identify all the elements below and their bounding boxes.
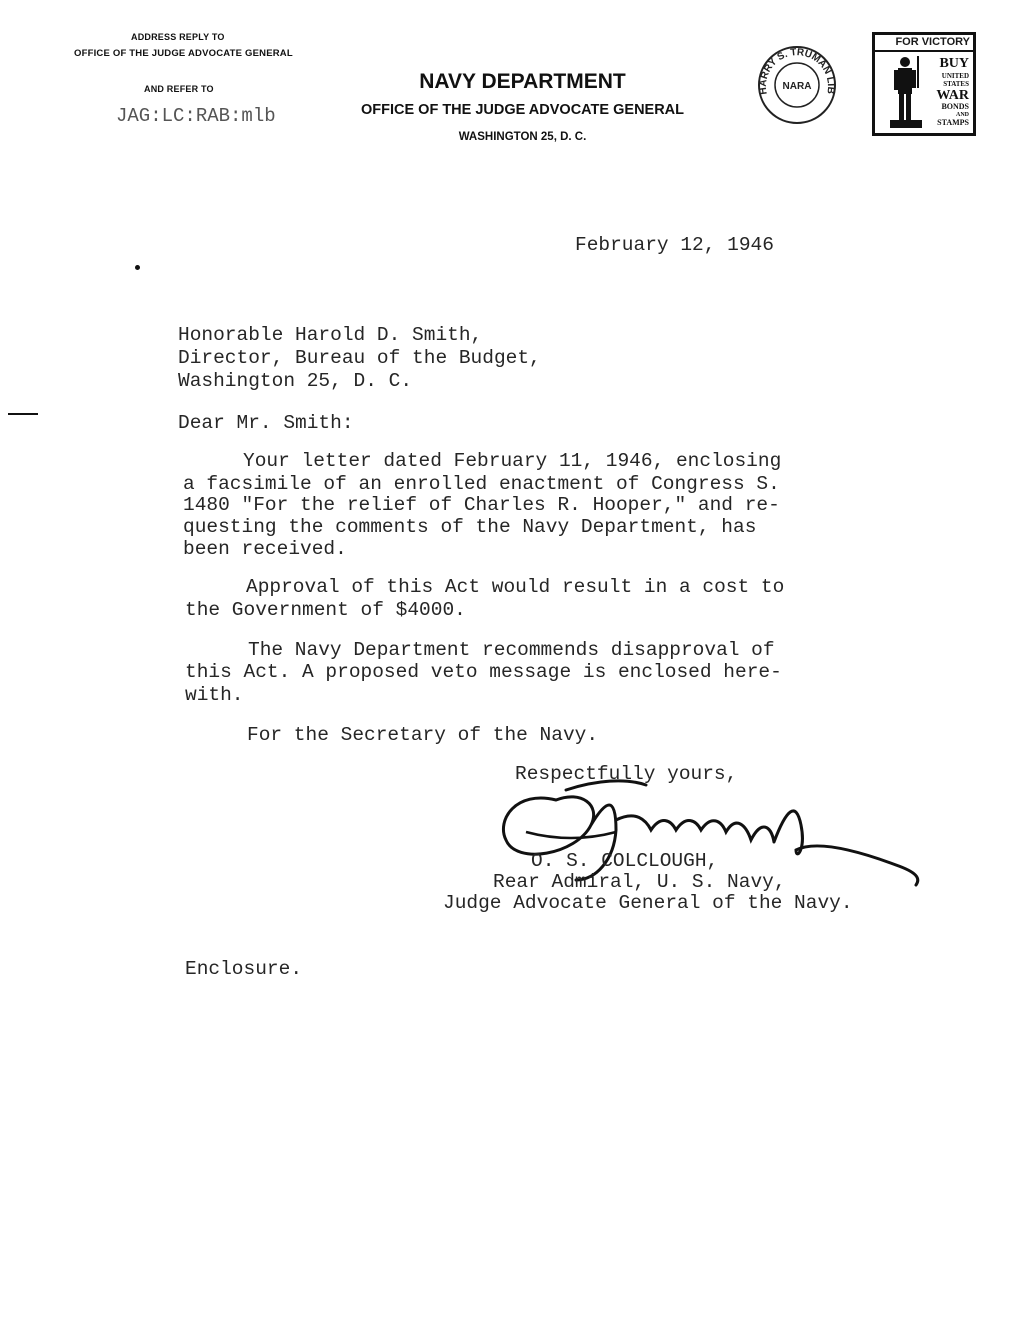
paragraph-line: The Navy Department recommends disapproval of xyxy=(248,639,775,661)
victory-war: WAR xyxy=(936,88,969,103)
paragraph-line: been received. xyxy=(183,538,347,560)
signer-name: O. S. COLCLOUGH, xyxy=(531,850,719,872)
paragraph-line: 1480 "For the relief of Charles R. Hooper," and re- xyxy=(183,494,780,516)
recipient-line: Honorable Harold D. Smith, xyxy=(178,324,483,346)
office-title: OFFICE OF THE JUDGE ADVOCATE GENERAL xyxy=(360,102,685,118)
archive-stamp xyxy=(756,44,838,126)
signer-rank: Rear Admiral, U. S. Navy, xyxy=(493,871,786,893)
archive-stamp-graphic xyxy=(756,44,838,126)
paragraph-line: Approval of this Act would result in a cost to xyxy=(246,576,785,598)
stamp-ring-text: HARRY S. TRUMAN LIB xyxy=(757,47,837,96)
margin-dash xyxy=(8,413,38,415)
paragraph-line: the Government of $4000. xyxy=(185,599,466,621)
city-line: WASHINGTON 25, D. C. xyxy=(458,131,587,143)
paragraph-line: a facsimile of an enrolled enactment of Congress S. xyxy=(183,473,780,495)
victory-buy: BUY xyxy=(939,56,969,71)
refer-to-label: AND REFER TO xyxy=(144,84,214,94)
department-title: NAVY DEPARTMENT xyxy=(419,70,626,93)
address-reply-label: ADDRESS REPLY TO xyxy=(131,32,225,42)
victory-and: AND xyxy=(956,112,969,118)
paragraph-line: this Act. A proposed veto message is enclosed here- xyxy=(185,661,782,683)
minuteman-icon xyxy=(885,52,925,132)
recipient-line: Director, Bureau of the Budget, xyxy=(178,347,541,369)
for-secretary-line: For the Secretary of the Navy. xyxy=(247,724,599,746)
enclosure-note: Enclosure. xyxy=(185,958,303,980)
victory-bond-badge xyxy=(872,32,976,136)
stamp-center-text: NARA xyxy=(782,81,812,92)
salutation: Dear Mr. Smith: xyxy=(178,412,354,434)
victory-states: STATES xyxy=(943,80,969,88)
signer-title: Judge Advocate General of the Navy. xyxy=(443,892,853,914)
victory-bonds: BONDS xyxy=(941,102,969,111)
victory-top-text: FOR VICTORY xyxy=(875,35,973,52)
closing: Respectfully yours, xyxy=(515,763,738,785)
paragraph-line: with. xyxy=(185,684,244,706)
letter-date: February 12, 1946 xyxy=(575,234,774,256)
victory-stamps: STAMPS xyxy=(937,118,969,127)
paragraph-line: questing the comments of the Navy Department, has xyxy=(183,516,757,538)
margin-dot xyxy=(135,265,140,270)
paragraph-line: Your letter dated February 11, 1946, enclosing xyxy=(243,450,782,472)
address-reply-office: OFFICE OF THE JUDGE ADVOCATE GENERAL xyxy=(74,48,293,59)
reference-code: JAG:LC:RAB:mlb xyxy=(116,105,276,127)
victory-united: UNITED xyxy=(941,72,969,80)
recipient-line: Washington 25, D. C. xyxy=(178,370,413,392)
